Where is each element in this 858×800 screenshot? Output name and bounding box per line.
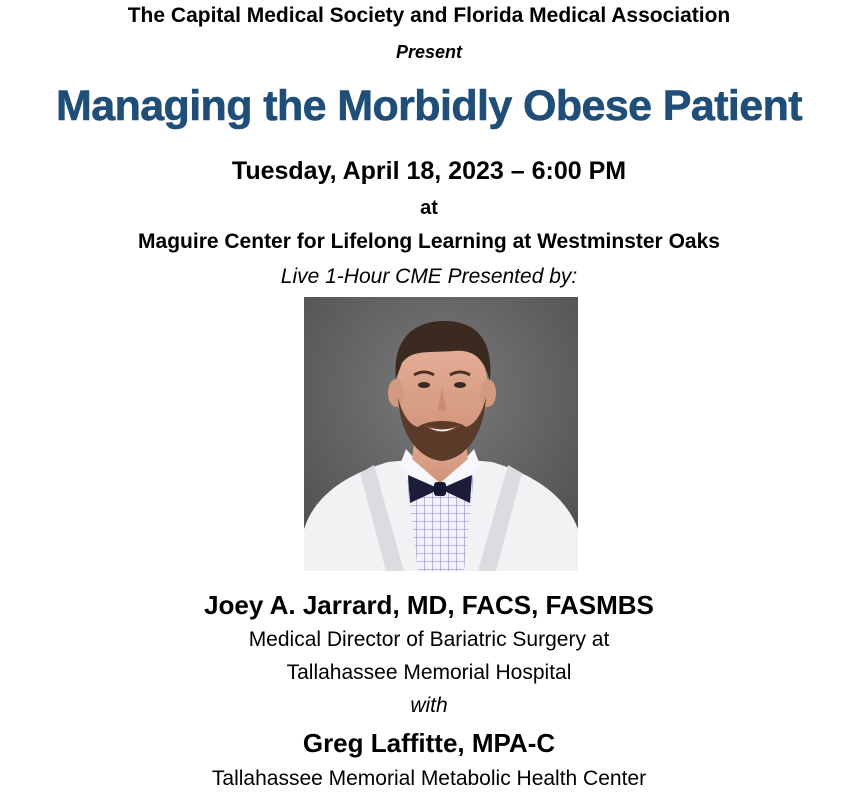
speaker-1-role-line2: Tallahassee Memorial Hospital	[286, 661, 572, 684]
speaker-photo	[304, 297, 578, 571]
event-venue: Maguire Center for Lifelong Learning at Westminster Oaks	[138, 230, 720, 253]
event-title: Managing the Morbidly Obese Patient	[56, 82, 802, 130]
ear-left	[388, 379, 404, 407]
at-label: at	[420, 197, 438, 219]
ear-right	[480, 379, 496, 407]
organizers-heading: The Capital Medical Society and Florida Medical Association	[127, 4, 731, 27]
speaker-2-name: Greg Laffitte, MPA-C	[302, 728, 556, 758]
speaker-portrait-icon	[304, 297, 578, 571]
event-datetime: Tuesday, April 18, 2023 – 6:00 PM	[231, 157, 627, 185]
eye-left	[418, 382, 430, 388]
speaker-2-role: Tallahassee Memorial Metabolic Health Center	[211, 767, 647, 790]
present-label: Present	[395, 42, 463, 62]
with-label: with	[410, 694, 448, 717]
bow-tie-knot	[434, 482, 446, 496]
speaker-1-name: Joey A. Jarrard, MD, FACS, FASMBS	[204, 590, 654, 620]
cme-label: Live 1-Hour CME Presented by:	[280, 265, 578, 288]
speaker-1-role-line1: Medical Director of Bariatric Surgery at	[248, 628, 610, 651]
eye-right	[454, 382, 466, 388]
